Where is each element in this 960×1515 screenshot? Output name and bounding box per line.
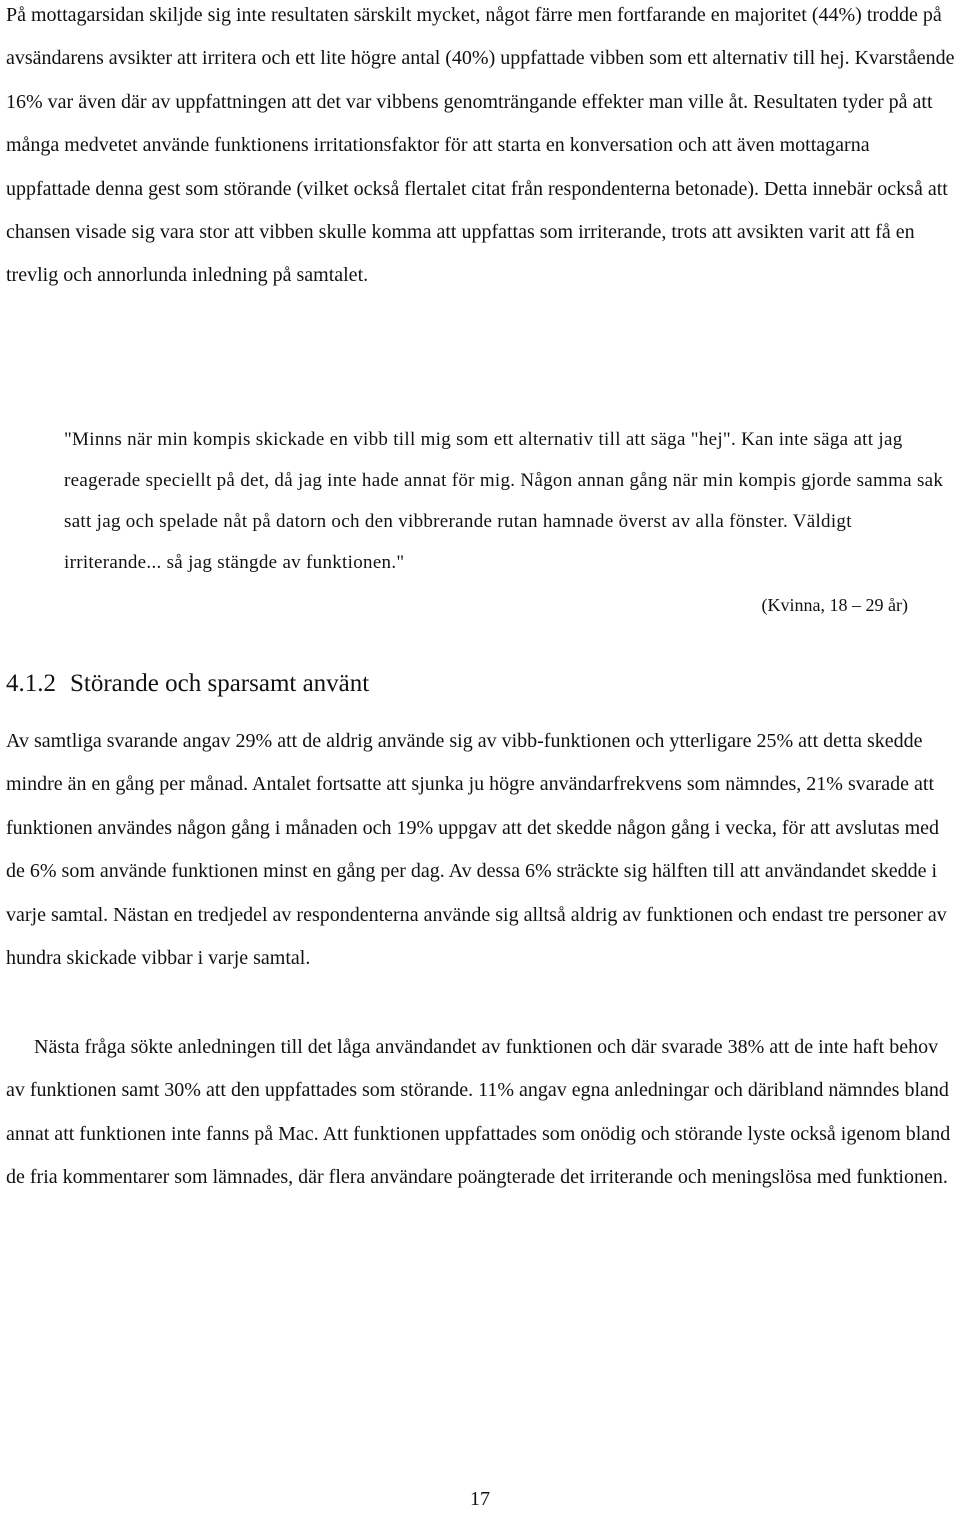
section-number: 4.1.2 — [6, 670, 56, 697]
body-paragraph-3: Nästa fråga sökte anledningen till det låga användandet av funktionen och där svarade 38% att de inte haft behov av funktionen samt 30% att den uppfattades som störande. 11% angav egna anledningar och däribland nämndes bland annat att funktionen inte fanns på Mac. Att funktionen uppfattades som onödig och störande lyste också igenom bland de fria kommentarer som lämnades, där flera användare poängterade det irriterande och meningslösa med funktionen. — [6, 1036, 951, 1189]
section-heading — [6, 664, 369, 704]
respondent-quote: "Minns när min kompis skickade en vibb till mig som ett alternativ till att säga "hej". Kan inte säga att jag reagerade speciellt på det, då jag inte hade annat för mig. Någon annan gång när min kompis gjorde samma sak satt jag och spelade nåt på datorn och den vibbrerande rutan hamnade överst av alla fönster. Väldigt irriterande... så jag stängde av funktionen." — [64, 429, 944, 573]
section-title: Störande och sparsamt använt — [70, 670, 370, 697]
page-number: 17 — [470, 1488, 490, 1510]
body-paragraph-2: Av samtliga svarande angav 29% att de aldrig använde sig av vibb-funktionen och ytterligare 25% att detta skedde mindre än en gång per månad. Antalet fortsatte att sjunka ju högre användarfrekvens som nämndes, 21% svarade att funktionen användes någon gång i månaden och 19% uppgav att det skedde någon gång i vecka, för att avslutas med de 6% som använde funktionen minst en gång per dag. Av dessa 6% sträckte sig hälften till att användandet skedde i varje samtal. Nästan en tredjedel av respondenterna använde sig alltså aldrig av funktionen och endast tre personer av hundra skickade vibbar i varje samtal. — [6, 730, 947, 970]
body-paragraph-1: På mottagarsidan skiljde sig inte resultaten särskilt mycket, något färre men fortfarande en majoritet (44%) trodde på avsändarens avsikter att irritera och ett lite högre antal (40%) uppfattade vibben som ett alternativ till hej. Kvarstående 16% var även där av uppfattningen att det var vibbens genomträngande effekter man ville åt. Resultaten tyder på att många medvetet använde funktionens irritationsfaktor för att starta en konversation och att även mottagarna uppfattade denna gest som störande (vilket också flertalet citat från respondenterna betonade). Detta innebär också att chansen visade sig vara stor att vibben skulle komma att uppfattas som irriterande, trots att avsikten varit att få en trevlig och annorlunda inledning på samtalet. — [6, 4, 955, 287]
quote-citation: (Kvinna, 18 – 29 år) — [761, 595, 908, 615]
